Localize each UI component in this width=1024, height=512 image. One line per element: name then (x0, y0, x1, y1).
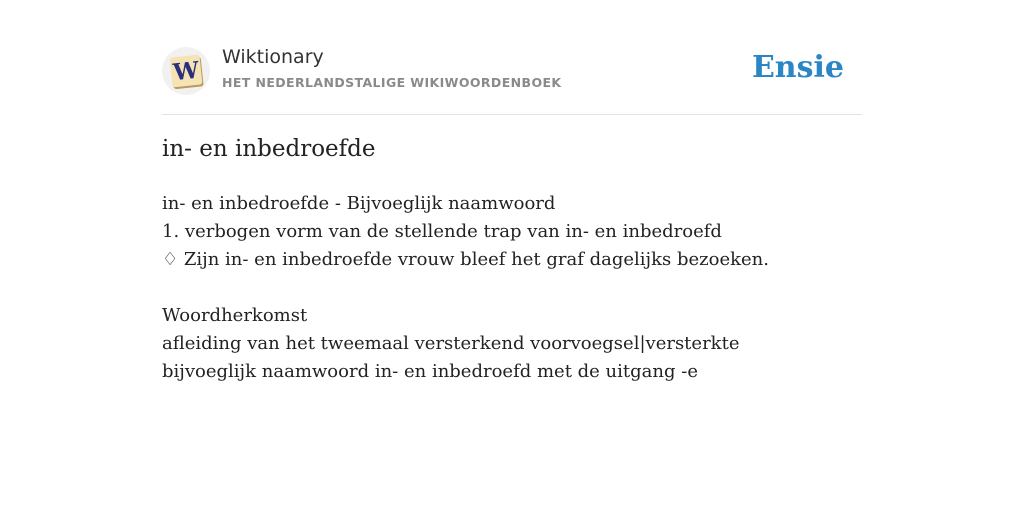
site-tagline: HET NEDERLANDSTALIGE WIKIWOORDENBOEK (222, 75, 562, 90)
logo-letter: W (171, 56, 201, 87)
page-title: in- en inbedroefde (162, 136, 376, 162)
wiktionary-logo-icon[interactable] (162, 47, 210, 95)
etymology-heading: Woordherkomst (162, 305, 308, 326)
etymology-text: afleiding van het tweemaal versterkend voorvoegsel|versterkte bijvoeglijk naamwoord in- en inbedroefd met de uitgang -e (162, 333, 740, 382)
entry-example: ♢ Zijn in- en inbedroefde vrouw bleef het graf dagelijks bezoeken. (162, 249, 769, 270)
entry-content (162, 190, 862, 386)
ensie-brand-link[interactable]: Ensie (751, 50, 844, 85)
logo-tile (170, 55, 203, 88)
site-header (162, 44, 862, 115)
entry-definition: 1. verbogen vorm van de stellende trap van in- en inbedroefd (162, 221, 722, 242)
spacer (162, 274, 862, 302)
entry-heading-line: in- en inbedroefde - Bijvoeglijk naamwoord (162, 193, 556, 214)
site-name[interactable]: Wiktionary (222, 46, 324, 68)
